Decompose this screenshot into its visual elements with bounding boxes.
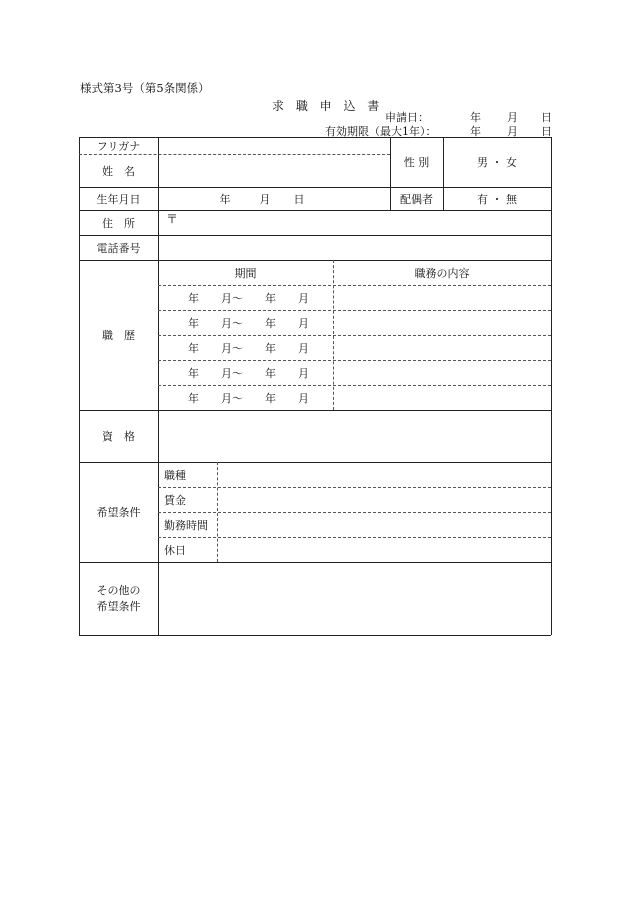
- qualification-label: 資 格: [102, 430, 135, 443]
- desired-wage-label: 賃金: [164, 493, 186, 507]
- career-duties-header: 職務の内容: [414, 266, 470, 280]
- postal-mark: 〒: [166, 211, 179, 226]
- birth-label: 生年月日: [96, 192, 141, 206]
- desired-holidays-label: 休日: [164, 543, 186, 557]
- desired-job-type-label: 職種: [164, 468, 186, 482]
- document-title: 求 職 申 込 書: [272, 99, 384, 113]
- other-conditions-line2: 希望条件: [96, 599, 141, 613]
- furigana-label: フリガナ: [96, 139, 141, 153]
- career-period-row[interactable]: 年 月～ 年 月: [188, 341, 309, 355]
- validity-label: 有効期限（最大1年）：: [325, 125, 437, 138]
- validity-month: 月: [507, 125, 518, 138]
- desired-working-hours-label: 勤務時間: [164, 518, 208, 532]
- qualification-field[interactable]: [159, 411, 550, 462]
- other-conditions-line1: その他の: [96, 583, 141, 597]
- name-label: 姓 名: [102, 164, 135, 178]
- application-date-year: 年: [470, 111, 481, 124]
- birth-year: 年: [219, 192, 231, 206]
- birth-month: 月: [259, 192, 271, 206]
- validity-year: 年: [470, 125, 481, 138]
- spouse-label: 配偶者: [400, 192, 433, 206]
- career-period-row[interactable]: 年 月～ 年 月: [188, 366, 309, 380]
- other-conditions-label: [79, 562, 158, 635]
- career-period-row[interactable]: 年 月～ 年 月: [188, 291, 309, 305]
- address-label: 住 所: [102, 216, 135, 230]
- name-field[interactable]: [159, 155, 389, 187]
- career-label: 職 歴: [102, 329, 135, 342]
- career-period-row[interactable]: 年 月～ 年 月: [188, 316, 309, 330]
- validity-day: 日: [541, 125, 552, 138]
- application-date-day: 日: [541, 111, 552, 124]
- phone-label: 電話番号: [96, 241, 141, 255]
- birth-day: 日: [293, 192, 305, 206]
- application-date-label: 申請日：: [385, 111, 429, 124]
- application-date-month: 月: [507, 111, 518, 124]
- desired-conditions-label: 希望条件: [96, 506, 141, 519]
- career-period-header: 期間: [234, 266, 257, 280]
- furigana-field[interactable]: [159, 138, 389, 154]
- career-period-row[interactable]: 年 月～ 年 月: [188, 391, 309, 405]
- gender-options[interactable]: 男 ・ 女: [477, 156, 517, 169]
- gender-label: 性 別: [403, 156, 430, 169]
- spouse-options[interactable]: 有 ・ 無: [477, 192, 517, 206]
- address-field[interactable]: [159, 211, 550, 235]
- other-conditions-field[interactable]: [159, 563, 550, 635]
- phone-field[interactable]: [159, 236, 550, 260]
- form-number-label: 様式第3号（第5条関係）: [80, 81, 210, 95]
